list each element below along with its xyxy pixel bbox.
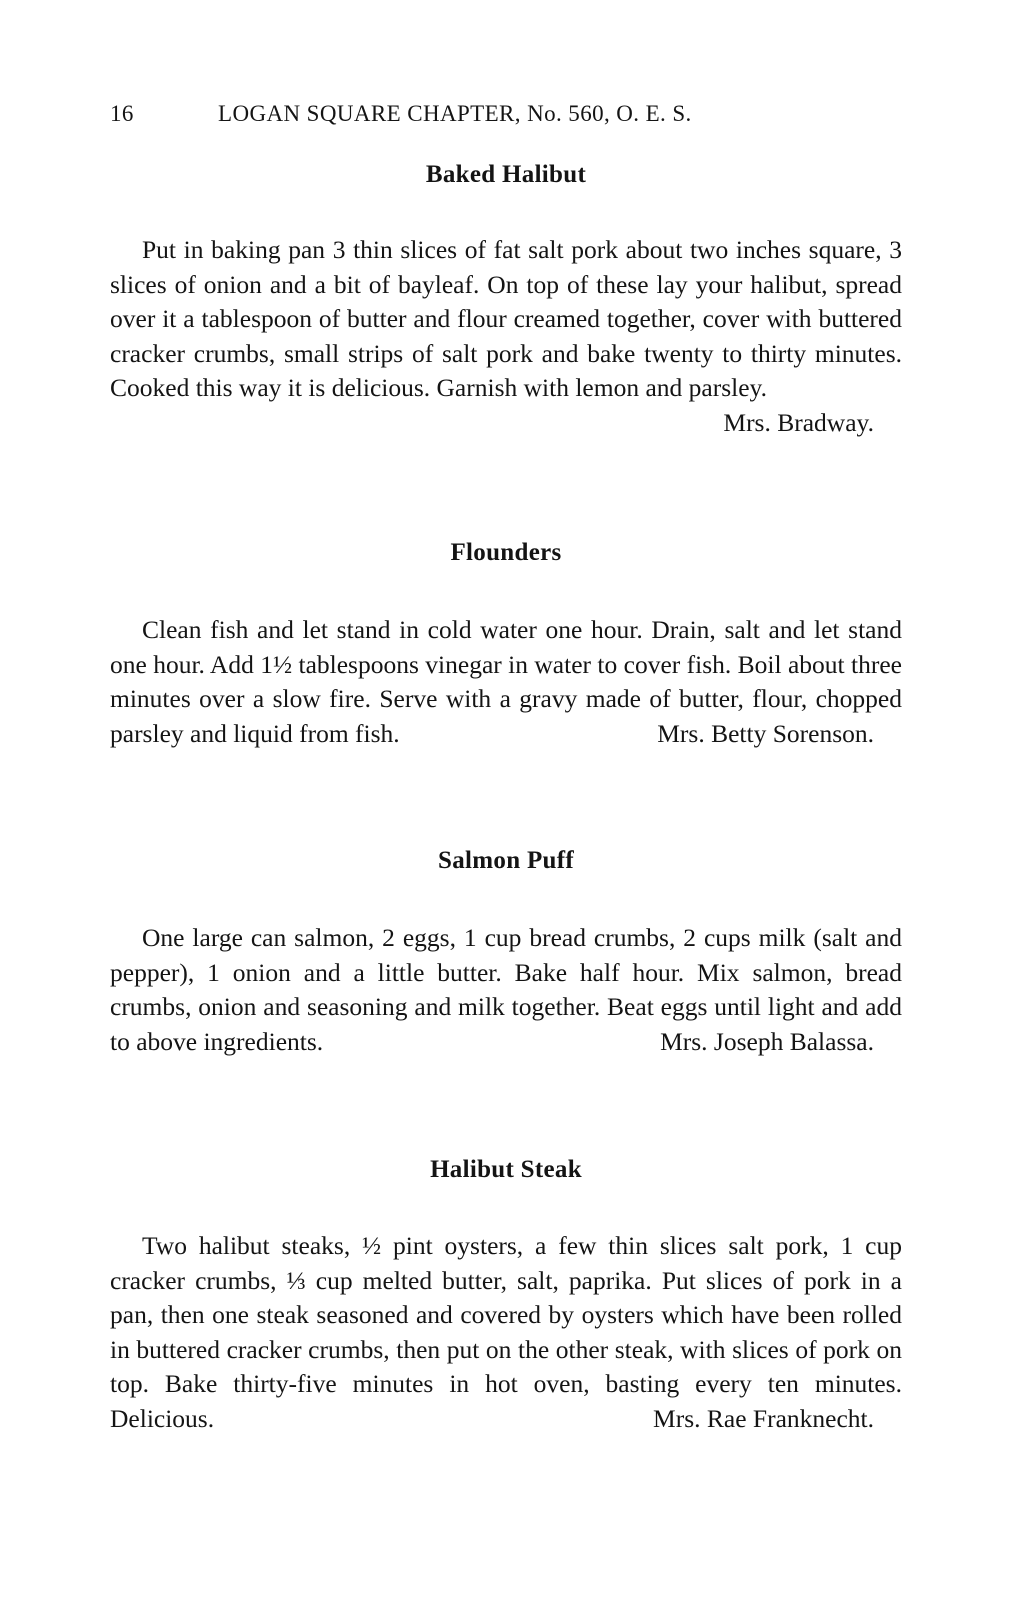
recipe-title: Halibut Steak (430, 1156, 582, 1183)
recipe-body (110, 921, 902, 1059)
recipe-text: Clean fish and let stand in cold water one hour. Drain, salt and let stand one hour. Add 1½ tablespoons vinegar in water to cover fish. Boil about three minutes over a slow fire. Serve with a gravy made of butter, flour, chopped parsley and liquid from fish. (110, 615, 902, 748)
recipe-title: Baked Halibut (425, 161, 587, 188)
recipe-title: Flounders (450, 539, 562, 566)
recipe-signature: Mrs. Betty Sorenson. (657, 718, 874, 748)
recipe-signature: Mrs. Joseph Balassa. (660, 1026, 874, 1056)
recipe-body (110, 613, 902, 751)
recipe-signature: Mrs. Rae Franknecht. (653, 1403, 874, 1433)
recipe-salmon-puff (110, 846, 902, 1059)
recipe-flounders (110, 538, 902, 751)
recipe-body (110, 1229, 902, 1437)
recipe-text: One large can salmon, 2 eggs, 1 cup bread crumbs, 2 cups milk (salt and pepper), 1 onion and a little butter. Bake half hour. Mix salmon, bread crumbs, onion and seasoning and milk together. Beat eggs until light and add to above ingredients. (110, 923, 902, 1056)
running-header (110, 101, 692, 127)
recipe-text: Put in baking pan 3 thin slices of fat salt pork about two inches square, 3 slices of onion and a bit of bayleaf. On top of these lay your halibut, spread over it a tablespoon of butter and flour creamed together, cover with buttered cracker crumbs, small strips of salt pork and bake twenty to thirty minutes. Cooked this way it is delicious. Garnish with lemon and parsley. (110, 235, 902, 403)
recipe-text: Two halibut steaks, ½ pint oysters, a few thin slices salt pork, 1 cup cracker crumbs, ⅓ cup melted butter, salt, paprika. Put slices of pork in a pan, then one steak seasoned and covered by oysters which have been rolled in buttered cracker crumbs, then put on the other steak, with slices of pork on top. Bake thirty-five minutes in hot oven, basting every ten minutes. Delicious. (110, 1231, 902, 1433)
recipe-halibut-steak (110, 1155, 902, 1437)
recipe-baked-halibut (110, 160, 902, 441)
recipe-signature: Mrs. Bradway. (723, 407, 874, 437)
running-title: LOGAN SQUARE CHAPTER, No. 560, O. E. S. (218, 101, 692, 126)
page-number: 16 (110, 101, 134, 126)
recipe-title: Salmon Puff (438, 847, 574, 874)
recipe-body (110, 233, 902, 437)
